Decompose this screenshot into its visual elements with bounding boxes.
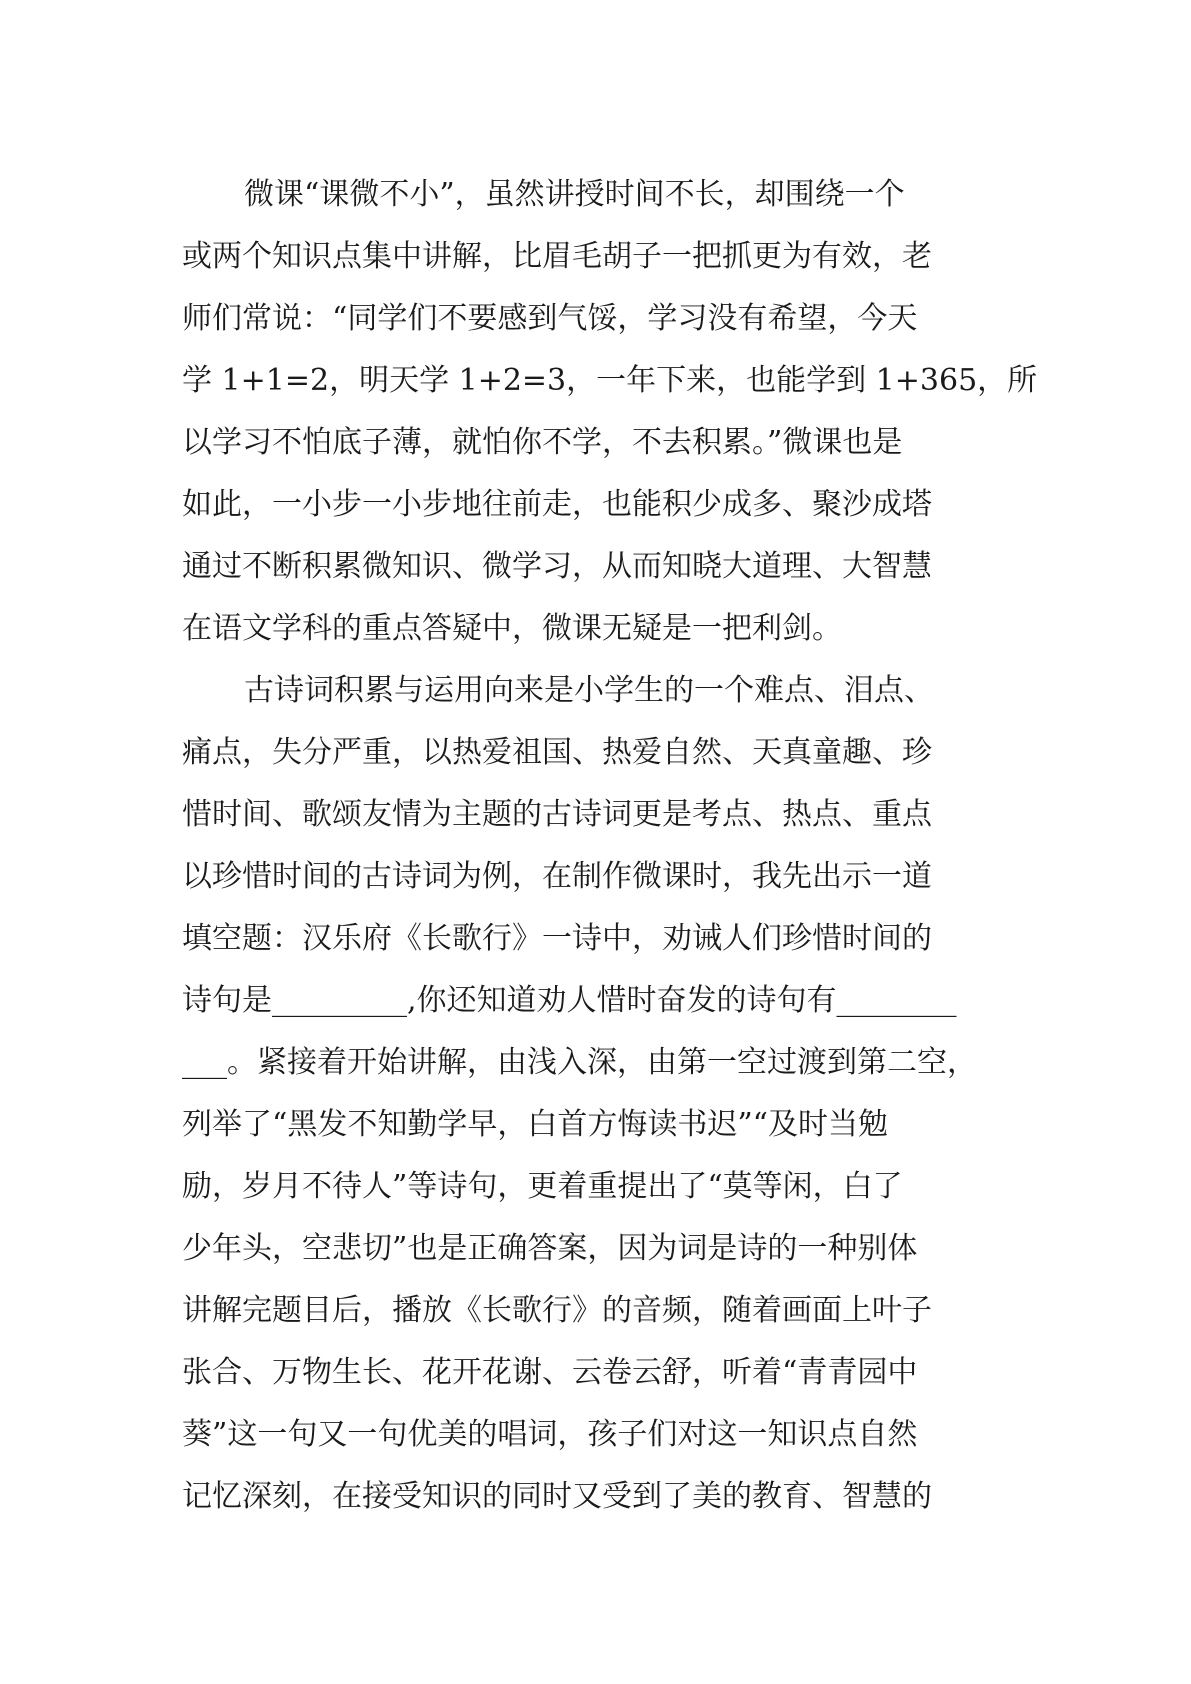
text-line: 讲解完题目后，播放《长歌行》的音频，随着画面上叶子: [182, 1293, 932, 1328]
text-line: 古诗词积累与运用向来是小学生的一个难点、泪点、: [244, 673, 934, 708]
text-line: 张合、万物生长、花开花谢、云卷云舒，听着“青青园中: [182, 1355, 918, 1390]
text-line: ___。紧接着开始讲解，由浅入深，由第一空过渡到第二空，: [182, 1045, 977, 1080]
text-line: 通过不断积累微知识、微学习，从而知晓大道理、大智慧: [182, 549, 932, 584]
text-line: 或两个知识点集中讲解，比眉毛胡子一把抓更为有效，老: [182, 239, 932, 274]
text-line: 在语文学科的重点答疑中，微课无疑是一把利剑。: [182, 611, 842, 646]
text-line: 以学习不怕底子薄，就怕你不学，不去积累。”微课也是: [182, 425, 903, 460]
text-line: 如此，一小步一小步地往前走，也能积少成多、聚沙成塔: [182, 487, 932, 522]
text-line: 葵”这一句又一句优美的唱词，孩子们对这一知识点自然: [182, 1417, 918, 1452]
text-line: 填空题：汉乐府《长歌行》一诗中，劝诫人们珍惜时间的: [182, 921, 932, 956]
text-line: 列举了“黑发不知勤学早，白首方悔读书迟”“及时当勉: [182, 1107, 889, 1142]
text-line: 少年头，空悲切”也是正确答案，因为词是诗的一种别体: [182, 1231, 918, 1266]
text-line: 诗句是_________,你还知道劝人惜时奋发的诗句有________: [182, 983, 957, 1018]
text-line: 记忆深刻，在接受知识的同时又受到了美的教育、智慧的: [182, 1479, 932, 1514]
text-line: 痛点，失分严重，以热爱祖国、热爱自然、天真童趣、珍: [182, 735, 932, 770]
paragraph-2: [182, 660, 1012, 1528]
text-line: 惜时间、歌颂友情为主题的古诗词更是考点、热点、重点: [182, 797, 932, 832]
text-line: 励，岁月不待人”等诗句，更着重提出了“莫等闲，白了: [182, 1169, 903, 1204]
text-line: 师们常说：“同学们不要感到气馁，学习没有希望，今天: [182, 301, 918, 336]
text-line: 学 1+1=2，明天学 1+2=3，一年下来，也能学到 1+365，所: [182, 363, 1038, 398]
body-text: [182, 164, 1038, 1528]
text-line: 以珍惜时间的古诗词为例，在制作微课时，我先出示一道: [182, 859, 932, 894]
paragraph-1: [182, 164, 1038, 660]
text-line: 微课“课微不小”，虽然讲授时间不长，却围绕一个: [244, 177, 905, 212]
